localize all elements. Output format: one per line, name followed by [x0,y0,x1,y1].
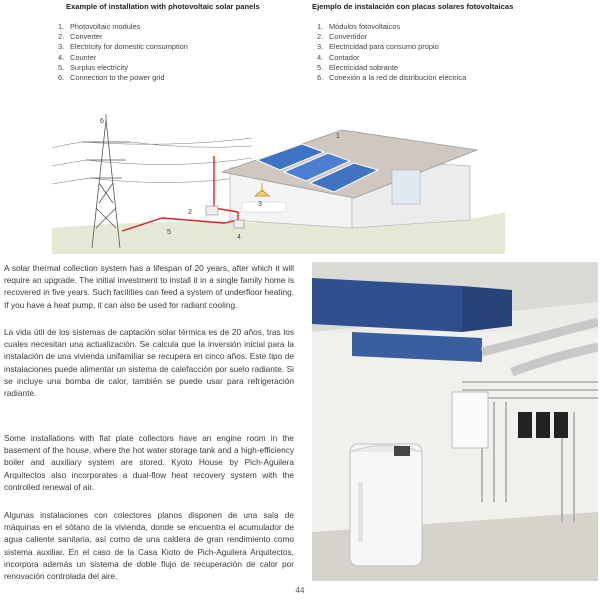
list-item: 2. Converter [58,32,103,42]
list-item: 2. Convertidor [317,32,368,42]
label-5: 5 [167,229,171,236]
table [242,202,286,212]
tank-controller [394,446,410,456]
wiring [122,156,244,231]
power-lines [52,138,252,184]
page-number: 44 [295,586,305,595]
paragraph-spanish-1: La vida útil de los sistemas de captación solar térmica es de 20 años, tras los cuales necesitan una actualización. Se calcula que la inversión inicial para la instalación de una vivienda unifamiliar se recupera en cinco años. Este tipo de instalaciones puede alimentar un sistema de calefacción por suelo radiante. Si se incluye una bomba de calor, también se puede usar para refrigeración radiante. [4,327,294,399]
house-window [392,170,420,204]
converter-box [206,206,218,215]
list-item: 1. Módulos fotovoltaicos [317,22,401,31]
counter-box [234,220,244,228]
label-2: 2 [188,209,192,216]
blue-duct-1 [312,278,462,332]
paragraph-english-2: Some installations with flat plate collectors have an engine room in the basement of the house, where the hot water storage tank and a high-efficiency boiler and auxiliary system are stored. Kyoto House by Pich-Aguilera Arquitectos also incorporates a dual-flow heat recovery system with the controlled renewal of air. [4,433,294,492]
list-item: 4. Counter [58,52,97,62]
english-legend-list [58,22,188,83]
english-legend-title: Example of installation with photovoltaic solar panels [66,2,260,11]
paragraph-english-1: A solar thermal collection system has a lifespan of 20 years, after which it will require an upgrade. The initial investment to install it in a single family home is recovered in five years. Such facilities can feed a system of underfloor heating. If you have a heat pump, it can also be used for radiant cooling. [4,263,294,310]
pump-units [518,412,568,438]
spanish-legend-title: Ejemplo de instalación con placas solares fotovoltaicas [312,2,514,11]
list-item: 6. Conexión a la red de distribución eléctrica [317,72,467,82]
label-6: 6 [100,118,104,125]
list-item: 5. Electricidad sobrante [317,62,399,72]
engine-room-photo [312,262,598,581]
list-item: 3. Electricity for domestic consumption [58,42,188,52]
list-item: 3. Electricidad para consumo propio [317,42,439,52]
paragraph-spanish-2: Algunas instalaciones con colectores planos disponen de una sala de máquinas en el sótano de la vivienda, donde se encuentra el acumulador de agua caliente sanitaria, así como de una caldera de gran rendimiento como sistema auxiliar. En el caso de la Casa Kioto de Pich-Aguilera Arquitectos, incorpora además un sistema de doble flujo de recuperación de calor por renovación controlada del aire. [4,510,294,582]
list-item: 1. Photovoltaic modules [58,22,141,31]
label-1: 1 [336,133,340,140]
label-4: 4 [237,234,241,241]
spanish-legend-list [317,22,466,83]
label-3: 3 [258,201,262,208]
boiler [452,392,488,448]
list-item: 6. Connection to the power grid [58,72,165,82]
list-item: 5. Surplus electricity [58,62,128,72]
photovoltaic-installation-diagram [52,108,505,254]
list-item: 4. Contador [317,52,360,62]
